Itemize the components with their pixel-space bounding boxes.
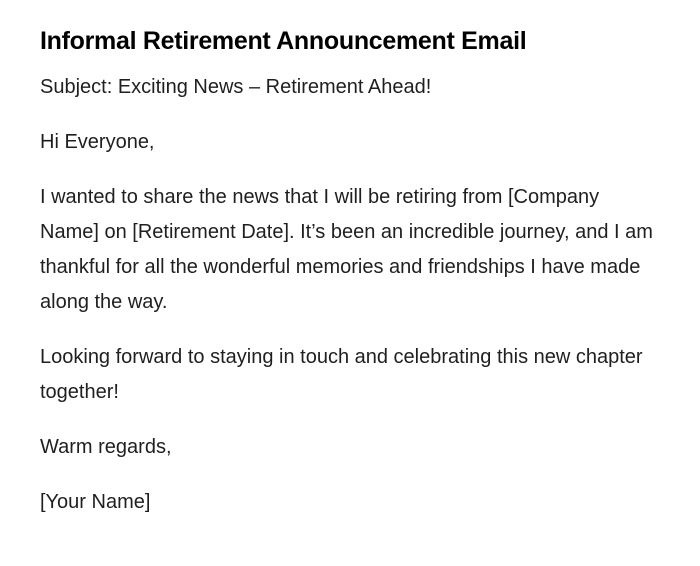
document-title: Informal Retirement Announcement Email bbox=[40, 27, 527, 55]
email-body-paragraph-2: Looking forward to staying in touch and celebrating this new chapter together! bbox=[40, 346, 643, 403]
email-greeting: Hi Everyone, bbox=[40, 131, 155, 153]
email-subject: Subject: Exciting News – Retirement Ahead! bbox=[40, 76, 432, 98]
email-body-paragraph-1: I wanted to share the news that I will be retiring from [Company Name] on [Retirement Date]. It’s been an incredible journey, and I am thankful for all the wonderful memories and friendships I have made along the way. bbox=[40, 186, 653, 313]
email-signature: [Your Name] bbox=[40, 491, 151, 513]
email-closing: Warm regards, bbox=[40, 436, 172, 458]
